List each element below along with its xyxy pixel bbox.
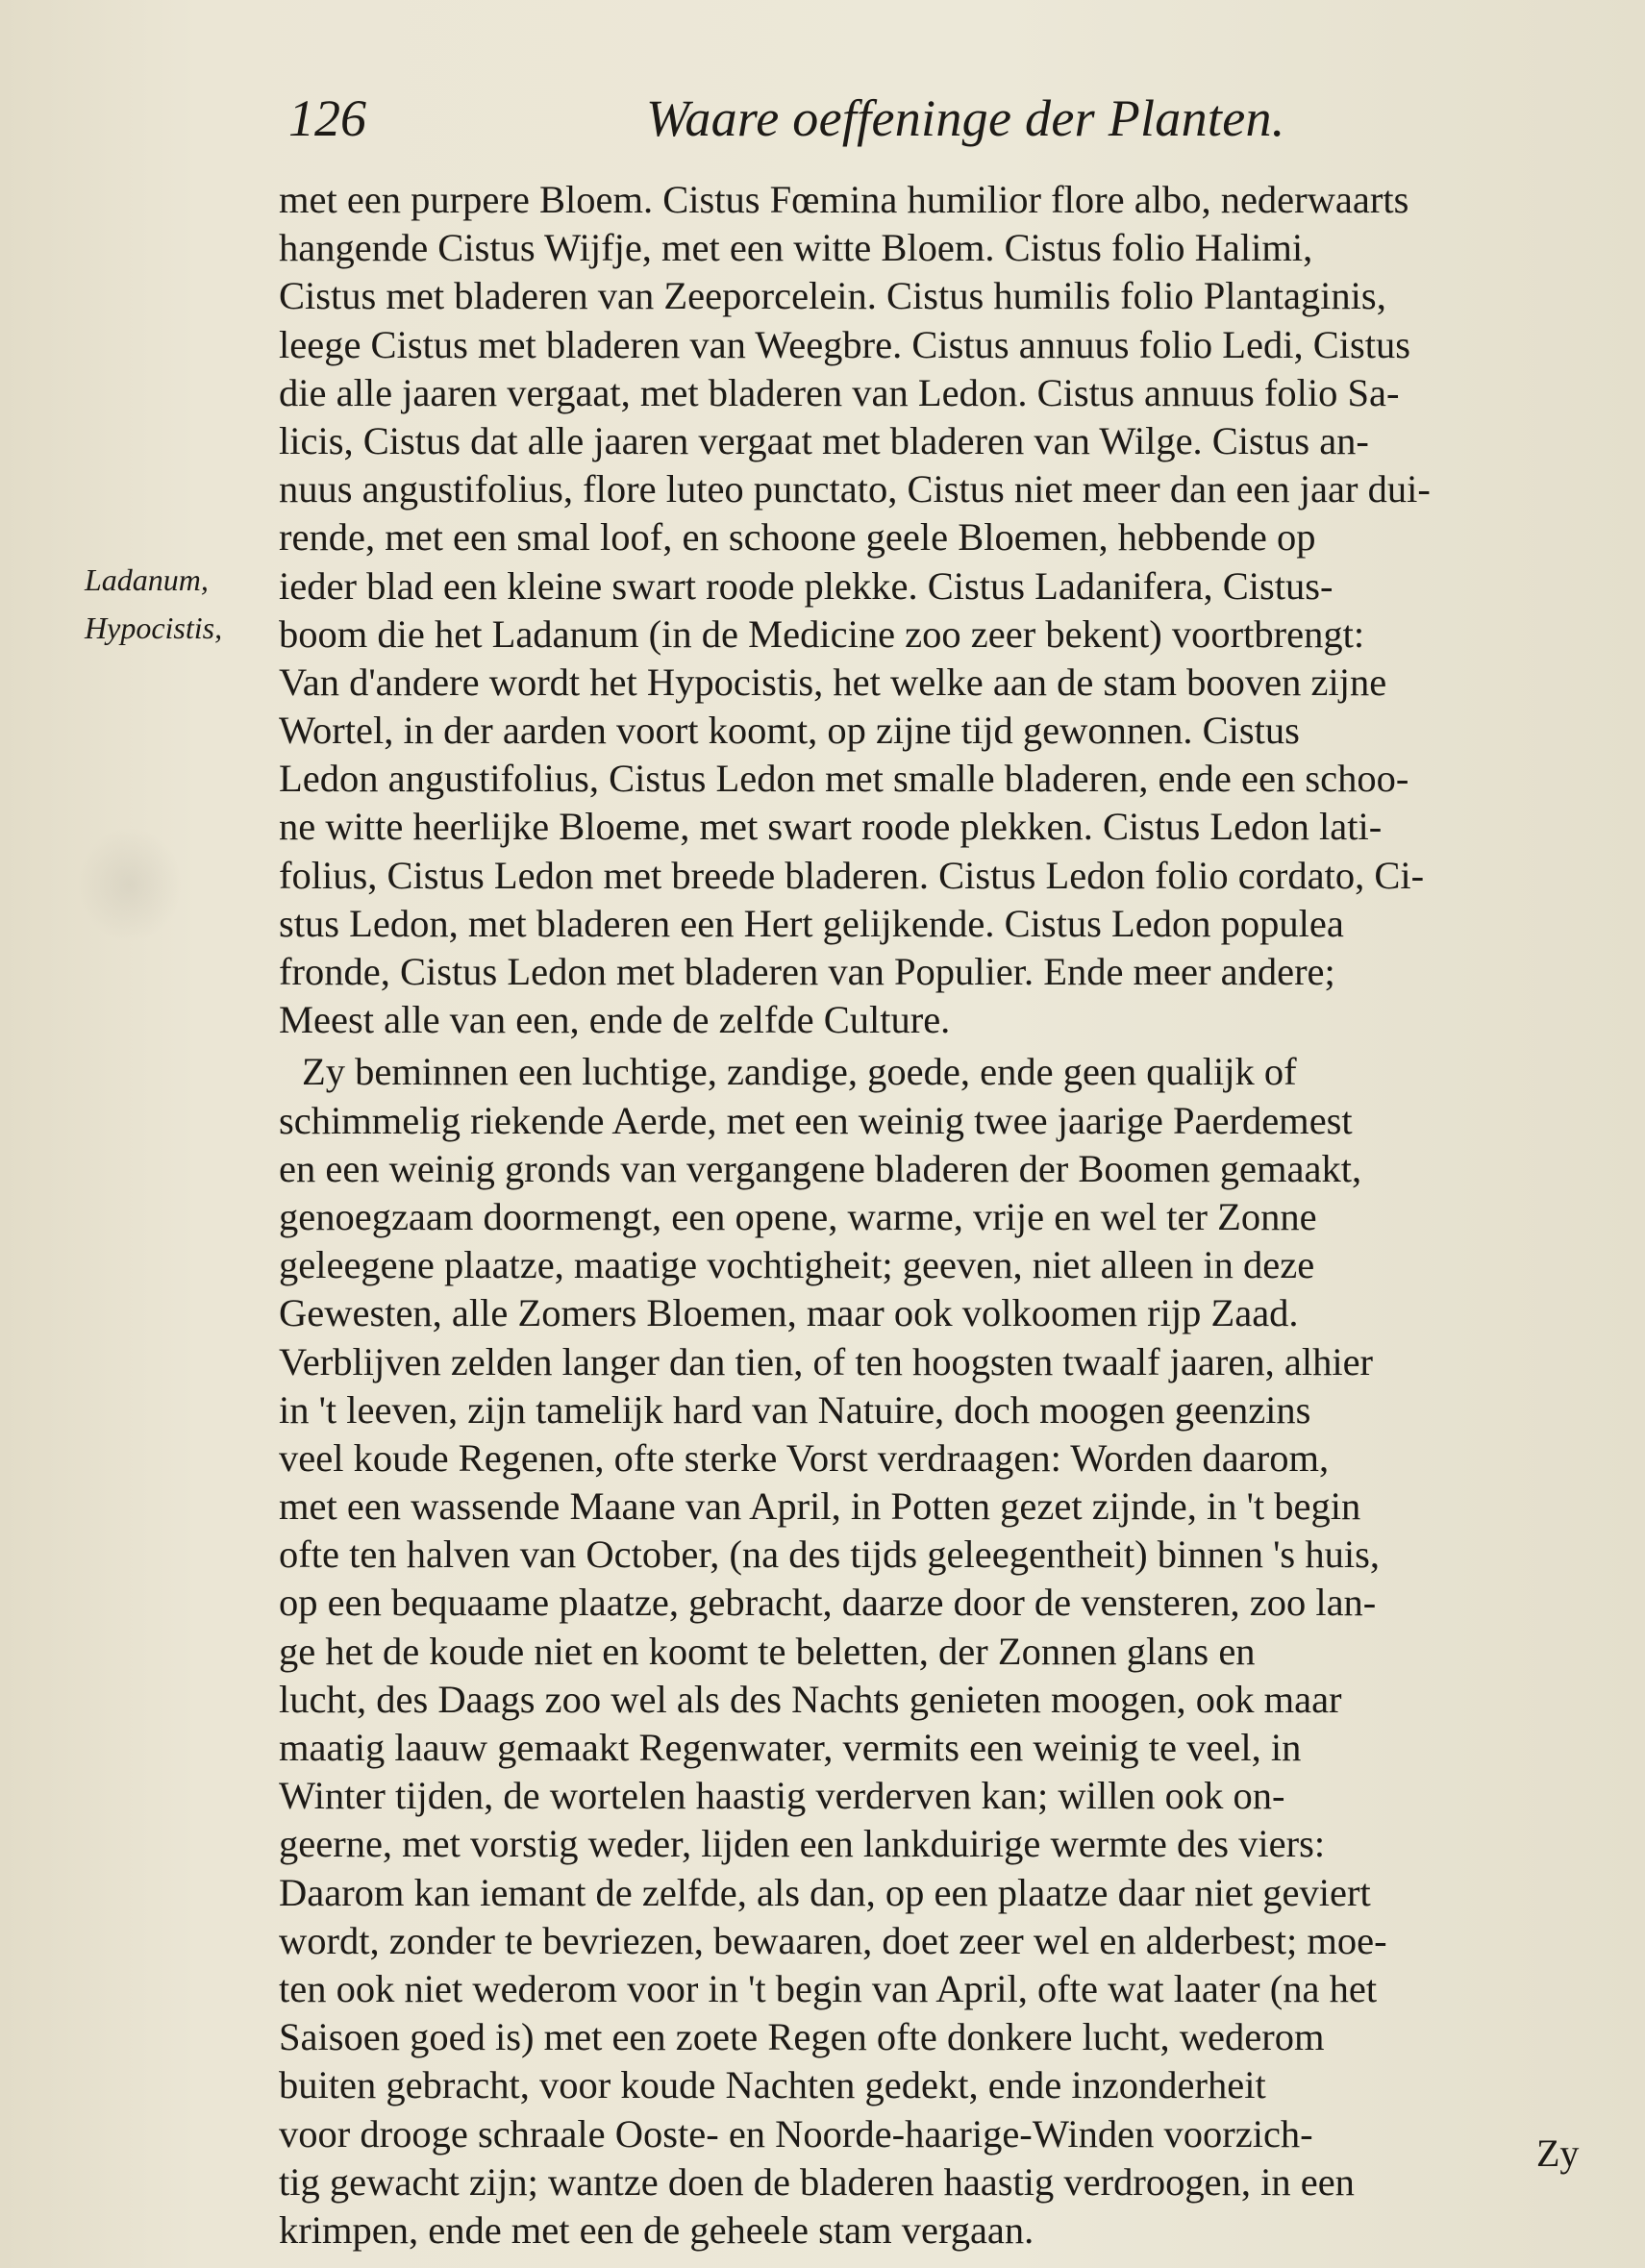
text-line: Wortel, in der aarden voort koomt, op zijne tijd gewonnen. Cistus <box>279 709 1300 753</box>
page-header <box>288 88 1336 156</box>
text-line: stus Ledon, met bladeren een Hert gelijkende. Cistus Ledon populea <box>279 901 1344 945</box>
text-line: boom die het Ladanum (in de Medicine zoo zeer bekent) voortbrengt: <box>279 611 1365 656</box>
text-line: schimmelig riekende Aerde, met een weinig twee jaarige Paerdemest <box>279 1098 1353 1142</box>
text-line: ofte ten halven van October, (na des tijds geleegentheit) binnen 's huis, <box>279 1533 1380 1577</box>
text-line: licis, Cistus dat alle jaaren vergaat met bladeren van Wilge. Cistus an- <box>279 418 1369 462</box>
text-line: buiten gebracht, voor koude Nachten gedekt, ende inzonderheit <box>279 2063 1266 2107</box>
text-line: met een purpere Bloem. Cistus Fœmina humilior flore albo, nederwaarts <box>279 178 1409 221</box>
text-line: ieder blad een kleine swart roode plekke. Cistus Ladanifera, Cistus- <box>279 563 1333 608</box>
margin-notes <box>85 556 248 652</box>
margin-note-hypocistis: Hypocistis, <box>85 611 223 645</box>
text-line: Daarom kan iemant de zelfde, als dan, op een plaatze daar niet geviert <box>279 1870 1371 1914</box>
text-line: folius, Cistus Ledon met breede bladeren. Cistus Ledon folio cordato, Ci- <box>279 853 1425 897</box>
text-line: genoegzaam doormengt, een opene, warme, vrije en wel ter Zonne <box>279 1194 1317 1238</box>
text-line: en een weinig gronds van vergangene bladeren der Boomen gemaakt, <box>279 1146 1362 1190</box>
text-line: op een bequaame plaatze, gebracht, daarze door de vensteren, zoo lan- <box>279 1581 1377 1625</box>
text-line: Verblijven zelden langer dan tien, of ten hoogsten twaalf jaaren, alhier <box>279 1339 1374 1383</box>
page-number: 126 <box>288 89 366 147</box>
text-line: ne witte heerlijke Bloeme, met swart roode plekken. Cistus Ledon lati- <box>279 805 1383 849</box>
text-line: Gewesten, alle Zomers Bloemen, maar ook volkoomen rijp Zaad. <box>279 1291 1299 1335</box>
text-line: geerne, met vorstig weder, lijden een lankduirige wermte des viers: <box>279 1822 1326 1866</box>
text-line: nuus angustifolius, flore luteo punctato, Cistus niet meer dan een jaar dui- <box>279 467 1431 511</box>
text-line: geleegene plaatze, maatige vochtigheit; geeven, niet alleen in deze <box>279 1243 1315 1287</box>
text-line: wordt, zonder te bevriezen, bewaaren, doet zeer wel en alderbest; moe- <box>279 1918 1387 1962</box>
text-line: leege Cistus met bladeren van Weegbre. Cistus annuus folio Ledi, Cistus <box>279 322 1411 366</box>
body-text <box>279 176 1608 2255</box>
text-line: hangende Cistus Wijfje, met een witte Bloem. Cistus folio Halimi, <box>279 226 1313 270</box>
text-line: Cistus met bladeren van Zeeporcelein. Cistus humilis folio Plantaginis, <box>279 274 1386 318</box>
text-line: Meest alle van een, ende de zelfde Culture. <box>279 998 951 1042</box>
text-line: veel koude Regenen, ofte sterke Vorst verdraagen: Worden daarom, <box>279 1435 1330 1480</box>
text-line: maatig laauw gemaakt Regenwater, vermits een weinig te veel, in <box>279 1726 1302 1769</box>
text-line: rende, met een smal loof, en schoone geele Bloemen, hebbende op <box>279 515 1316 560</box>
running-title: Waare oeffeninge der Planten. <box>646 89 1285 147</box>
margin-note-ladanum: Ladanum, <box>85 562 209 597</box>
text-line: die alle jaaren vergaat, met bladeren van Ledon. Cistus annuus folio Sa- <box>279 370 1400 414</box>
text-line: krimpen, ende met een de geheele stam vergaan. <box>279 2207 1034 2252</box>
text-line: ge het de koude niet en koomt te beletten, der Zonnen glans en <box>279 1629 1256 1673</box>
text-line: ten ook niet wederom voor in 't begin van April, ofte wat laater (na het <box>279 1966 1378 2010</box>
text-line: lucht, des Daags zoo wel als des Nachts genieten moogen, ook maar <box>279 1677 1342 1721</box>
catchword: Zy <box>1536 2131 1580 2175</box>
text-line: Van d'andere wordt het Hypocistis, het welke aan de stam booven zijne <box>279 660 1387 704</box>
text-line: Ledon angustifolius, Cistus Ledon met smalle bladeren, ende een schoo- <box>279 757 1409 801</box>
text-line: met een wassende Maane van April, in Potten gezet zijnde, in 't begin <box>279 1484 1361 1529</box>
text-line: voor drooge schraale Ooste- en Noorde-haarige-Winden voorzich- <box>279 2111 1313 2156</box>
text-line: Zy beminnen een luchtige, zandige, goede, ende geen qualijk of <box>302 1050 1297 1094</box>
text-line: in 't leeven, zijn tamelijk hard van Natuire, doch moogen geenzins <box>279 1387 1311 1432</box>
text-line: Saisoen goed is) met een zoete Regen ofte donkere lucht, wederom <box>279 2015 1325 2059</box>
text-line: tig gewacht zijn; wantze doen de bladeren haastig verdroogen, in een <box>279 2159 1355 2204</box>
text-line: fronde, Cistus Ledon met bladeren van Populier. Ende meer andere; <box>279 950 1335 993</box>
text-line: Winter tijden, de wortelen haastig verderven kan; willen ook on- <box>279 1774 1285 1818</box>
ink-bleed-through <box>77 827 183 942</box>
